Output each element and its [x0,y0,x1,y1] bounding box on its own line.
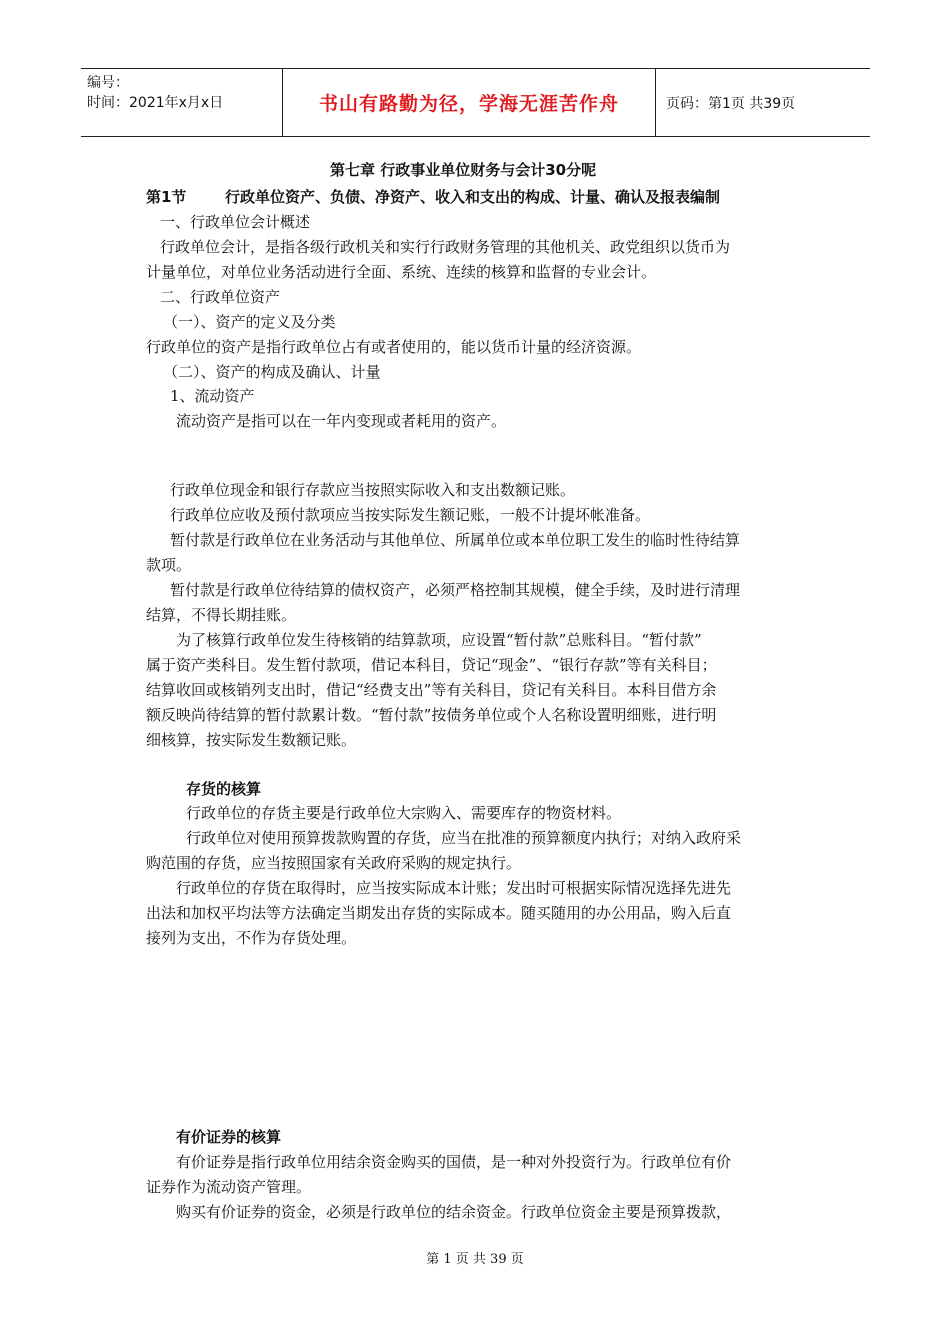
body-line: 购买有价证券的资金，必须是行政单位的结余资金。行政单位资金主要是预算拨款， [176,1203,732,1221]
body-line: 流动资产是指可以在一年内变现或者耗用的资产。 [176,412,507,430]
date-label: 时间：2021年x月x日 [87,95,224,111]
body-line: 结算，不得长期挂账。 [146,606,297,624]
body-line: 额反映尚待结算的暂付款累计数。“暂付款”按债务单位或个人名称设置明细账，进行明 [146,706,717,724]
body-line: 行政单位的资产是指行政单位占有或者使用的，能以货币计量的经济资源。 [146,338,642,356]
page-info-cell [656,69,870,136]
section-number: 第1节 [146,188,187,206]
motto-text: 书山有路勤为径，学海无涯苦作舟 [318,93,619,115]
body-line: 款项。 [146,556,192,574]
body-line: 属于资产类科目。发生暂付款项，借记本科目，贷记“现金”、“银行存款”等有关科目； [146,656,717,674]
header-meta-cell [81,69,283,136]
body-line: 行政单位对使用预算拨款购置的存货，应当在批准的预算额度内执行；对纳入政府采 [186,829,742,847]
page-footer: 第 1 页 共 39 页 [426,1252,524,1267]
heading-line: 1、流动资产 [170,387,255,405]
body-line: 行政单位应收及预付款项应当按实际发生额记账，一般不计提坏帐准备。 [170,506,651,524]
code-label: 编号： [87,75,129,91]
body-line: 结算收回或核销列支出时，借记“经费支出”等有关科目，贷记有关科目。本科目借方余 [146,681,717,699]
heading-line: （一）、资产的定义及分类 [163,313,336,331]
header-table [81,68,870,137]
body-line: 行政单位的存货在取得时，应当按实际成本计账；发出时可根据实际情况选择先进先 [176,879,732,897]
subheading-inventory: 存货的核算 [186,780,262,798]
body-line: 证券作为流动资产管理。 [146,1178,312,1196]
body-line: 暂付款是行政单位在业务活动与其他单位、所属单位或本单位职工发生的临时性待结算 [170,531,741,549]
heading-line: 二、行政单位资产 [160,288,281,306]
body-line: 计量单位，对单位业务活动进行全面、系统、连续的核算和监督的专业会计。 [146,263,657,281]
body-line: 购范围的存货，应当按照国家有关政府采购的规定执行。 [146,854,522,872]
body-line: 暂付款是行政单位待结算的债权资产，必须严格控制其规模，健全手续，及时进行清理 [170,581,741,599]
chapter-title: 第七章 行政事业单位财务与会计30分呢 [330,161,597,179]
section-title: 行政单位资产、负债、净资产、收入和支出的构成、计量、确认及报表编制 [225,188,721,206]
body-line: 出法和加权平均法等方法确定当期发出存货的实际成本。随买随用的办公用品，购入后直 [146,904,732,922]
body-line: 有价证券是指行政单位用结余资金购买的国债，是一种对外投资行为。行政单位有价 [176,1153,732,1171]
motto-cell [283,69,656,136]
body-line: 为了核算行政单位发生待核销的结算款项，应设置“暂付款”总账科目。“暂付款” [176,631,702,649]
body-line: 行政单位的存货主要是行政单位大宗购入、需要库存的物资材料。 [186,804,622,822]
page-info-text: 页码：第1页 共39页 [666,95,796,112]
heading-line: （二）、资产的构成及确认、计量 [163,363,381,381]
body-line: 细核算，按实际发生数额记账。 [146,731,357,749]
heading-line: 一、行政单位会计概述 [160,213,311,231]
body-line: 行政单位会计，是指各级行政机关和实行行政财务管理的其他机关、政党组织以货币为 [160,238,731,256]
body-line: 接列为支出，不作为存货处理。 [146,929,357,947]
body-line: 行政单位现金和银行存款应当按照实际收入和支出数额记账。 [170,481,576,499]
subheading-securities: 有价证券的核算 [176,1128,282,1146]
